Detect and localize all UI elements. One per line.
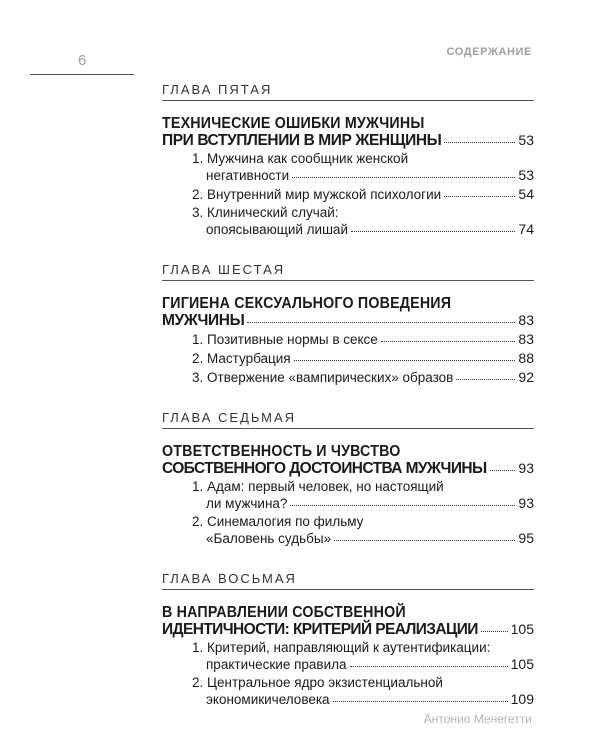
subentry-text: 1. Критерий, направляющий к аутентификации: <box>192 640 491 655</box>
subentry-text: негативности <box>206 168 290 183</box>
leader-dots <box>490 469 516 471</box>
chapter-title-line: В НАПРАВЛЕНИИ СОБСТВЕННОЙ <box>162 604 406 621</box>
chapter-7 <box>162 410 534 547</box>
toc-entry[interactable] <box>162 132 534 149</box>
subentry-text: 3. Клинический случай: <box>192 205 339 220</box>
page-ref: 83 <box>518 331 534 347</box>
chapter-title-line: СОБСТВЕННОГО ДОСТОИНСТВА МУЖЧИНЫ <box>162 460 487 477</box>
toc-subentry[interactable] <box>162 479 534 512</box>
page-ref: 53 <box>518 132 534 148</box>
chapter-title-line: ОТВЕТСТВЕННОСТЬ И ЧУВСТВО <box>162 443 401 460</box>
page-ref: 109 <box>510 691 534 707</box>
page-number: 6 <box>78 52 88 69</box>
toc-subentry[interactable] <box>162 205 534 238</box>
page-ref: 54 <box>518 186 534 202</box>
leader-dots <box>481 630 508 632</box>
toc-entry[interactable] <box>162 621 534 638</box>
page-ref: 88 <box>518 350 534 366</box>
subentry-text: 1. Адам: первый человек, но настоящий <box>192 479 444 494</box>
chapter-title <box>162 295 504 312</box>
toc-subentry[interactable] <box>162 640 534 673</box>
toc-subentry[interactable] <box>162 514 534 547</box>
page-ref: 93 <box>518 460 534 476</box>
toc-subentry[interactable] <box>162 369 534 386</box>
subentry-text: 2. Мастурбация <box>192 351 291 366</box>
subentry-text: 2. Центральное ядро экзистенциальной <box>192 675 443 690</box>
toc-subentry[interactable] <box>162 675 534 708</box>
chapter-title-line: МУЖЧИНЫ <box>162 312 245 329</box>
page-ref: 53 <box>518 167 534 183</box>
page-ref: 83 <box>518 312 534 328</box>
subentry-text: опоясывающий лишай <box>206 222 348 237</box>
footer-author: Антонио Менегетти <box>423 712 532 726</box>
leader-dots <box>334 539 515 541</box>
leader-dots <box>292 176 515 178</box>
leader-dots <box>350 665 508 667</box>
chapter-title-line: ГИГИЕНА СЕКСУАЛЬНОГО ПОВЕДЕНИЯ <box>162 295 452 312</box>
leader-dots <box>381 340 516 342</box>
page-number-rule <box>30 74 134 75</box>
chapter-label: ГЛАВА ШЕСТАЯ <box>162 262 286 277</box>
chapter-6 <box>162 262 534 386</box>
page-ref: 105 <box>510 656 534 672</box>
page-ref: 93 <box>518 495 534 511</box>
chapter-5 <box>162 82 534 238</box>
leader-dots <box>444 141 515 143</box>
chapter-title <box>162 604 504 621</box>
chapter-label: ГЛАВА СЕДЬМАЯ <box>162 410 297 425</box>
chapter-title-line: ИДЕНТИЧНОСТИ: КРИТЕРИЙ РЕАЛИЗАЦИИ <box>162 621 478 638</box>
page-ref: 74 <box>518 221 534 237</box>
page-ref: 105 <box>510 621 534 637</box>
leader-dots <box>333 700 508 702</box>
toc-subentry[interactable] <box>162 331 534 348</box>
subentry-text: 2. Синемалогия по фильму <box>192 514 364 529</box>
toc-entry[interactable] <box>162 312 534 329</box>
page-ref: 95 <box>518 530 534 546</box>
table-of-contents <box>162 82 534 708</box>
subentry-text: 1. Мужчина как сообщник женской <box>192 151 409 166</box>
chapter-label: ГЛАВА ВОСЬМАЯ <box>162 571 297 586</box>
chapter-title <box>162 115 504 132</box>
leader-dots <box>351 230 515 232</box>
subentry-text: 2. Внутренний мир мужской психологии <box>192 187 442 202</box>
subentry-text: практические правила <box>206 657 347 672</box>
subentry-text: 1. Позитивные нормы в сексе <box>192 332 378 347</box>
leader-dots <box>456 378 515 380</box>
toc-subentry[interactable] <box>162 350 534 367</box>
toc-entry[interactable] <box>162 460 534 477</box>
chapter-title-line: ТЕХНИЧЕСКИЕ ОШИБКИ МУЖЧИНЫ <box>162 115 425 132</box>
chapter-title-line: ПРИ ВСТУПЛЕНИИ В МИР ЖЕНЩИНЫ <box>162 132 442 149</box>
subentry-text: «Баловень судьбы» <box>206 531 332 546</box>
leader-dots <box>247 321 515 323</box>
running-head: СОДЕРЖАНИЕ <box>446 46 532 58</box>
chapter-label: ГЛАВА ПЯТАЯ <box>162 82 273 97</box>
chapter-title <box>162 443 504 460</box>
chapter-8 <box>162 571 534 708</box>
toc-subentry[interactable] <box>162 186 534 203</box>
page-ref: 92 <box>518 369 534 385</box>
subentry-text: экономикичеловека <box>206 692 330 707</box>
subentry-text: 3. Отвержение «вампирических» образов <box>192 370 454 385</box>
subentry-text: ли мужчина? <box>206 496 288 511</box>
toc-subentry[interactable] <box>162 151 534 184</box>
leader-dots <box>444 195 515 197</box>
leader-dots <box>290 504 515 506</box>
leader-dots <box>294 359 516 361</box>
